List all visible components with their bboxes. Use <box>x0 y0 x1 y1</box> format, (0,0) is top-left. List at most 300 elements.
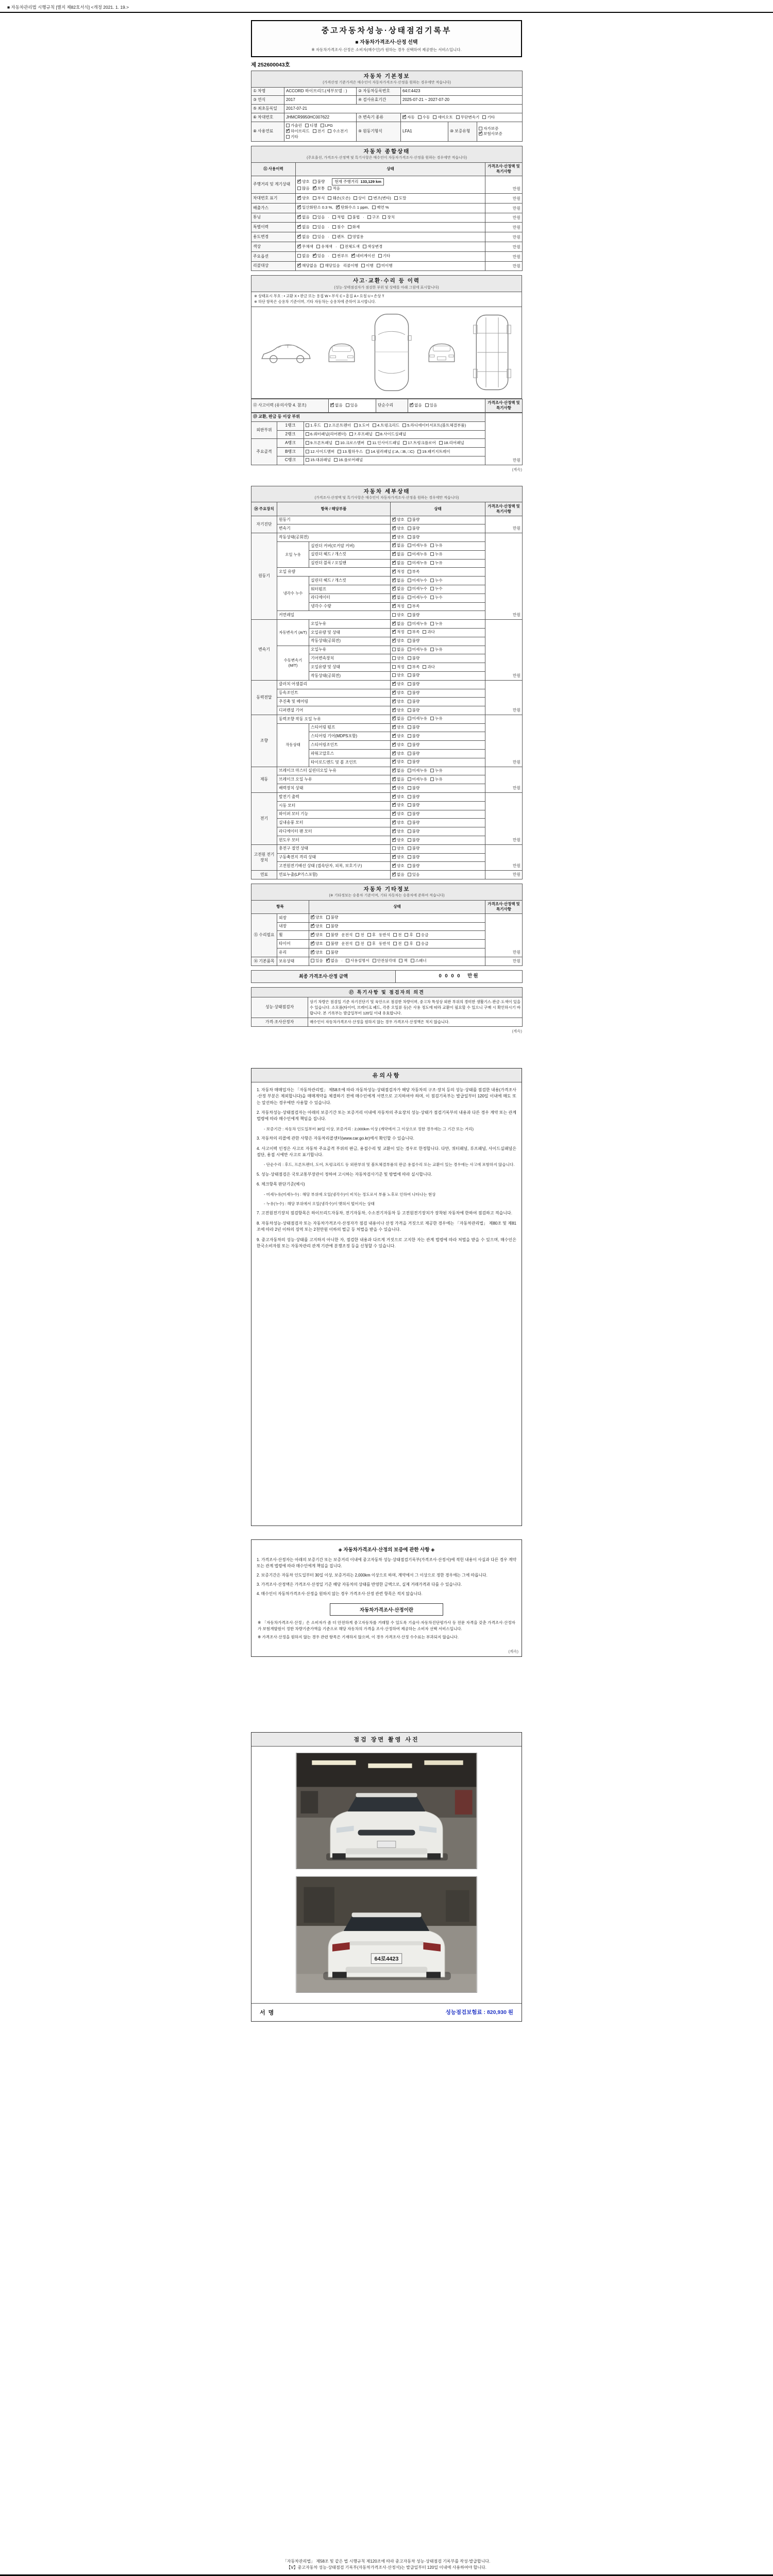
checkbox-unchecked <box>297 187 301 190</box>
checkbox-checked <box>392 786 396 790</box>
checkbox-option: 있음 <box>408 872 420 877</box>
footer-line-2: 【Ⅴ】중고자동차 성능·상태점검 기록부(자동차가격조사·산정서)는 발급일부터 120일 이내에 사용하여야 합니다. <box>287 2565 486 2570</box>
inspection-insurance-fee: 성능점검보험료 : 820,930 원 <box>445 2009 513 2016</box>
status-cell <box>391 533 485 542</box>
rank-items <box>304 456 485 465</box>
item-label: 실린더 블록 / 오일팬 <box>309 559 391 568</box>
detail-row <box>251 568 523 577</box>
exchange-price-cell: 만원 <box>485 413 523 465</box>
checkbox-checked <box>392 527 396 530</box>
rank-label: 2랭크 <box>277 430 304 439</box>
checkbox-option: 불량 <box>408 838 420 843</box>
checkbox-checked <box>297 215 301 219</box>
item-label: 작동상태(공회전) <box>277 533 391 542</box>
checkbox-option: 사용설명서 <box>346 958 369 963</box>
accident-price-header: 가격조사·산정액 및 특기사항 <box>485 399 523 412</box>
checkbox-option: 기타 <box>286 134 298 140</box>
checkbox-unchecked <box>430 552 434 556</box>
remarks-header <box>251 987 523 997</box>
option-text: 운전석 <box>341 932 353 937</box>
notice-item: 9. 중고자동차의 성능·상태를 고지하지 아니한 자, 점검한 내용과 다르게 거짓으로 고지한 자는 관계 법령에 따라 처벌을 받을 수 있으며, 매수인은 한국소비자원 또는 자동차관리 관계 기관에 분쟁조정 등을 신청할 수 있습니다. <box>257 1237 516 1248</box>
item-label: 실린더 커버(로커암 커버) <box>309 541 391 550</box>
device-category: 변속기 <box>251 620 277 681</box>
exchange-section-label: ⑬ 교환, 판금 등 이상 부위 <box>251 413 485 421</box>
usage-item-label: 용도변경 <box>251 232 296 242</box>
rank-items <box>304 421 485 430</box>
checkbox-unchecked <box>328 196 331 200</box>
status-options <box>297 215 483 221</box>
checkbox-checked <box>392 682 396 686</box>
checkbox-option: ✓보험사보증 <box>479 131 502 137</box>
item-label: 브레이크 마스터 실린더오일 누유 <box>277 767 391 775</box>
etc-item-label: 휠 <box>277 931 309 940</box>
item-label: 스티어링조인트 <box>309 741 391 750</box>
etc-row <box>251 957 523 965</box>
status-options <box>297 196 483 201</box>
item-label: 냉각수 수량 <box>309 602 391 611</box>
checkbox-checked <box>336 206 340 209</box>
checkbox-option: 누유 <box>430 647 443 652</box>
checkbox-checked <box>326 959 330 962</box>
item-label: 원동기 <box>277 516 391 524</box>
checkbox-option: 누수 <box>430 586 443 591</box>
checkbox-unchecked <box>408 864 411 868</box>
checkbox-checked <box>392 821 396 824</box>
checkbox-option: 기타 <box>378 253 391 259</box>
checkbox-checked <box>402 115 406 119</box>
document-title: 중고자동차성능·상태점검기록부 <box>321 26 452 35</box>
item-label: 스티어링 펌프 <box>309 723 391 732</box>
status-cell <box>296 232 485 242</box>
checkbox-checked <box>313 254 316 258</box>
checkbox-option: 미세누수 <box>408 578 427 583</box>
item-label: 클러치 어셈블리 <box>277 680 391 689</box>
overall-condition-table <box>251 146 523 271</box>
year-label: ③ 연식 <box>251 96 284 105</box>
mileage-label: 현재 주행거리 <box>334 179 359 184</box>
detail-row <box>251 767 523 775</box>
checkbox-option: ✓ 네비게이션 <box>351 253 375 259</box>
checkbox-checked <box>392 587 396 590</box>
option-text: 운전석 <box>341 941 353 946</box>
checkbox-option: 전 <box>393 941 401 946</box>
checkbox-unchecked <box>326 924 330 928</box>
status-cell <box>391 637 485 646</box>
car-side-view-diagram <box>259 339 313 366</box>
checkbox-option: 누유 <box>430 768 443 773</box>
item-label: 동력조향 작동 오일 누유 <box>277 715 391 723</box>
checkbox-unchecked <box>393 933 397 937</box>
item-label: 파워고압호스 <box>309 750 391 758</box>
checkbox-unchecked <box>377 264 380 267</box>
checkbox-unchecked <box>326 951 330 954</box>
status-cell <box>391 602 485 611</box>
status-cell <box>391 550 485 559</box>
checkbox-option: 전체도색 <box>340 244 360 249</box>
simple-repair-label: 단순수리 <box>376 399 408 412</box>
item-label: 구동축전지 격리 상태 <box>277 853 391 862</box>
notice-subitem: - 보증기간 : 자동차 인도일부터 30일 이상, 보증거리 : 2,000km 이상 (계약에서 그 이상으로 정한 경우에는 그 기간 또는 거리) <box>264 1126 474 1131</box>
checkbox-unchecked <box>408 786 411 790</box>
status-cell <box>391 680 485 689</box>
checkbox-checked <box>392 700 396 703</box>
detail-row <box>251 844 523 853</box>
checkbox-option: 15.대쉬패널 <box>306 457 331 463</box>
usage-history-row <box>251 194 523 204</box>
checkbox-option: 불량 <box>408 638 420 643</box>
checkbox-option: ✓ 무채색 <box>297 244 313 249</box>
checkbox-option: ✓ 양호 <box>392 526 405 531</box>
checkbox-option: 2.프론트펜더 <box>324 423 351 428</box>
transmission-label: ⑦ 변속기 종류 <box>357 113 401 122</box>
page-1 <box>251 20 522 472</box>
usage-history-header: ⑪ 사용이력 <box>251 162 296 176</box>
checkbox-unchecked <box>394 196 398 200</box>
checkbox-unchecked <box>392 665 396 669</box>
price-cell: 만원 <box>485 957 523 965</box>
status-cell <box>391 758 485 767</box>
usage-item-label: 튜닝 <box>251 213 296 223</box>
checkbox-unchecked <box>367 933 371 937</box>
checkbox-checked <box>392 725 396 729</box>
usage-item-label: 색상 <box>251 242 296 252</box>
checkbox-unchecked <box>433 115 436 119</box>
status-cell <box>391 559 485 568</box>
footer-line-1: 「자동차관리법」 제58조 및 같은 법 시행규칙 제120조에 따라 중고자동차 성능·상태점검 기록부를 작성·발급합니다. <box>282 2559 491 2564</box>
checkbox-option: 불량 <box>408 794 420 800</box>
checkbox-checked <box>311 933 314 937</box>
appraiser-role-label: 가격·조사산정자 <box>251 1018 308 1026</box>
item-label: 작동상태(공회전) <box>309 671 391 680</box>
car-underbody-diagram <box>470 312 514 393</box>
device-category: 제동 <box>251 767 277 792</box>
vin-value: JHMCR9950HC007622 <box>284 113 357 122</box>
checkbox-option: 누수 <box>430 595 443 600</box>
panel-group-label: 주요골격 <box>251 439 277 465</box>
checkbox-option: LPG <box>321 123 333 128</box>
checkbox-unchecked <box>346 403 349 407</box>
device-category: 전기 <box>251 793 277 845</box>
checkbox-unchecked <box>313 215 316 219</box>
detail-row <box>251 810 523 819</box>
status-cell <box>391 810 485 819</box>
status-cell <box>391 698 485 706</box>
price-cell: 만원 <box>485 516 523 533</box>
checkbox-checked <box>392 734 396 738</box>
checkbox-unchecked <box>306 441 309 445</box>
checkbox-unchecked <box>408 596 411 599</box>
checkbox-unchecked <box>416 942 420 945</box>
checkbox-unchecked <box>399 959 402 962</box>
checkbox-unchecked <box>408 682 411 686</box>
checkbox-option: 양호 <box>392 846 405 851</box>
notice-subitem: - 누유(누수) : 해당 부위에서 오일(냉각수)이 맺혀서 떨어지는 상태 <box>264 1201 375 1206</box>
checkbox-option: ✓ 양호 <box>392 708 405 713</box>
checkbox-option: ✓ 탄화수소 1 ppm, <box>336 205 369 210</box>
checkbox-unchecked <box>408 803 411 807</box>
status-cell <box>391 568 485 577</box>
checkbox-option: 불량 <box>408 673 420 678</box>
final-price-table <box>251 970 523 983</box>
warranty-title: ◈ 자동차가격조사·산정의 보증에 관한 사항 ◈ <box>338 1547 435 1553</box>
checkbox-unchecked <box>340 245 344 248</box>
checkbox-unchecked <box>378 254 382 258</box>
status-cell <box>309 913 485 922</box>
price-cell: 만원 <box>485 251 523 261</box>
item-label: 윈도우 모터 <box>277 836 391 845</box>
checkbox-option: 변조(변타) <box>368 196 391 201</box>
checkbox-option: 부족 <box>408 665 420 670</box>
checkbox-unchecked <box>320 264 324 267</box>
etc-item-header: 항목 <box>251 900 309 913</box>
device-header: ⑭ 주요장치 <box>251 502 277 516</box>
checkbox-unchecked <box>373 423 376 427</box>
checkbox-unchecked <box>408 604 411 608</box>
legend-line-2: ※ 하단 항목은 승용차 기준이며, 기타 자동차는 승용차에 준하여 표시합니다. <box>254 299 376 304</box>
legend-line-1: ※ 상태표시 부호 : • 교환 X • 판금 또는 용접 W • 부식 C • 흠집 A • 요철 U • 손상 T <box>254 294 384 299</box>
continue-mark-1: (계속) <box>512 467 522 472</box>
checkbox-unchecked <box>367 215 371 219</box>
usage-history-row <box>251 242 523 252</box>
accident-note: (성능·상태점검자가 점검한 부위 및 상태를 아래 그림에 표시합니다) <box>334 285 439 290</box>
checkbox-option: 후 <box>405 933 413 938</box>
checkbox-option: ✓ 양호 <box>392 829 405 834</box>
status-cell <box>296 213 485 223</box>
checkbox-unchecked <box>416 933 420 937</box>
rank-label: B랭크 <box>277 448 304 456</box>
status-cell <box>296 223 485 232</box>
price-cell: 만원 <box>485 871 523 879</box>
status-cell <box>391 784 485 793</box>
checkbox-option: ✓ 적정 <box>392 569 405 574</box>
status-cell <box>391 836 485 845</box>
checkbox-option: 5.라디에이터서포트(볼트체결부품) <box>402 423 466 428</box>
checkbox-unchecked <box>456 115 460 119</box>
checkbox-unchecked <box>408 769 411 772</box>
remarks-title: ⑰ 특기사항 및 점검자의 의견 <box>349 989 425 995</box>
status-options <box>297 225 483 230</box>
checkbox-unchecked <box>439 441 443 445</box>
mileage-box <box>332 178 384 185</box>
status-cell <box>309 957 485 965</box>
checkbox-unchecked <box>361 264 365 267</box>
checkbox-option: 불량 <box>408 751 420 756</box>
status-cell <box>391 611 485 620</box>
option-text: 동반석 <box>379 941 391 946</box>
checkbox-checked <box>311 951 314 954</box>
etc-group-label: ⑯ 기본품목 <box>251 957 277 965</box>
price-cell: 만원 <box>485 232 523 242</box>
price-cell: 만원 <box>485 261 523 271</box>
checkbox-option: 유채색 <box>316 244 332 249</box>
option-text: · <box>328 215 329 220</box>
checkbox-option: 후 <box>367 941 376 946</box>
detail-section-header <box>251 486 523 502</box>
rank-items <box>304 439 485 448</box>
checkbox-option: 누유 <box>430 716 443 721</box>
checkbox-unchecked <box>321 124 324 127</box>
checkbox-unchecked <box>346 959 349 962</box>
continue-mark-3: (계속) <box>508 1649 518 1654</box>
detail-status-header: 상태 <box>391 502 485 516</box>
device-category: 연료 <box>251 871 277 879</box>
checkbox-option: ✓ 양호 <box>311 933 323 938</box>
checkbox-option: 미세누유 <box>408 621 427 626</box>
warranty-type-label: ⑩ 보증유형 <box>448 122 477 141</box>
checkbox-checked <box>392 873 396 876</box>
checkbox-option: ✓ 양호 <box>311 924 323 929</box>
detail-row <box>251 533 523 542</box>
etc-item-label: 유리 <box>277 948 309 957</box>
checkbox-unchecked <box>425 403 429 407</box>
checkbox-option: 불량 <box>408 829 420 834</box>
checkbox-option: 훼손(오손) <box>328 196 350 201</box>
checkbox-option: 미세누수 <box>408 595 427 600</box>
checkbox-option: 불량 <box>326 933 339 938</box>
checkbox-unchecked <box>408 725 411 729</box>
checkbox-unchecked <box>405 933 408 937</box>
inspector-opinion-text: 상기 차량은 점검일 기준 자기진단기 및 육안으로 점검한 차량이며, 중고차 특성상 외판 부위의 경미한 생활기스·판금·도색이 있을 수 있습니다. 소모품(타이어, 브레이크 패드, 각종 오일류 등)은 사용 정도에 따라 교환이 필요할 수 있으니 구매 시 확인하시기 바랍니다. 본 기록부는 발급일부터 120일 이내 유효합니다. <box>308 997 523 1018</box>
checkbox-unchecked <box>430 769 434 772</box>
checkbox-option: 미세누유 <box>408 716 427 721</box>
checkbox-unchecked <box>408 630 411 634</box>
checkbox-checked <box>392 760 396 764</box>
checkbox-unchecked <box>423 665 426 669</box>
item-label: 실린더 헤드 / 개스킷 <box>309 577 391 585</box>
price-cell: 만원 <box>485 223 523 232</box>
etc-note: (※ 기타정보는 승용차 기준이며, 기타 자동차는 승용차에 준하여 적습니다) <box>329 894 445 898</box>
checkbox-option: 침수 <box>332 225 345 230</box>
checkbox-option: 불량 <box>326 915 339 920</box>
etc-row <box>251 922 523 931</box>
engine-type-label: ⑨ 원동기형식 <box>357 122 401 141</box>
price-cell: 만원 <box>485 913 523 957</box>
checkbox-option: 미세누수 <box>408 586 427 591</box>
detail-row <box>251 775 523 784</box>
transmission-options <box>401 113 523 122</box>
checkbox-unchecked <box>332 215 336 219</box>
checkbox-unchecked <box>423 630 426 634</box>
price-cell: 만원 <box>485 533 523 620</box>
device-category: 자기진단 <box>251 516 277 533</box>
checkbox-option: ✓ 없음 <box>392 621 405 626</box>
price-cell: 만원 <box>485 194 523 204</box>
checkbox-unchecked <box>313 129 316 133</box>
first-reg-label: ⑤ 최초등록일 <box>251 105 284 113</box>
inspector-role-label: 성능·상태점검자 <box>251 997 308 1018</box>
checkbox-checked <box>392 777 396 781</box>
option-text: · <box>328 253 329 259</box>
checkbox-option: 불량 <box>408 526 420 531</box>
accident-history-table <box>251 399 523 413</box>
checkbox-option: 1.후드 <box>306 423 321 428</box>
checkbox-checked <box>392 838 396 842</box>
warranty-item: 2. 보증기간은 자동차 인도일부터 30일 이상, 보증거리는 2,000km 이상으로 하며, 계약에서 그 이상으로 정한 경우에는 그에 따릅니다. <box>257 1573 488 1578</box>
checkbox-option: 불량 <box>408 699 420 704</box>
checkbox-option: 영업용 <box>348 234 364 240</box>
status-cell <box>391 853 485 862</box>
checkbox-unchecked <box>392 673 396 677</box>
warranty-body <box>251 1540 522 1647</box>
item-label: 발전기 출력 <box>277 793 391 802</box>
checkbox-unchecked <box>430 622 434 625</box>
checkbox-option: 불량 <box>408 535 420 540</box>
checkbox-option: 누수 <box>430 578 443 583</box>
checkbox-checked <box>311 942 314 945</box>
status-cell <box>391 862 485 871</box>
checkbox-option: 도말 <box>394 196 407 201</box>
usage-history-row <box>251 203 523 213</box>
checkbox-checked <box>392 544 396 547</box>
checkbox-option: 14.필러패널 (□A, □B, □C) <box>366 449 414 454</box>
checkbox-option: ✓ 없음 <box>392 561 405 566</box>
status-cell <box>309 940 485 948</box>
warranty-item: 1. 가격조사·산정자는 아래의 보증기간 또는 보증거리 이내에 중고자동차 성능·상태점검기록부(가격조사·산정서)에 적힌 내용이 사실과 다른 경우 계약 또는 관계 법령에 따라 매수인에게 책임을 집니다. <box>257 1557 516 1568</box>
checkbox-option: ✓ 있음 <box>313 253 325 259</box>
checkbox-unchecked <box>306 450 309 453</box>
status-cell <box>296 251 485 261</box>
checkbox-option: 부족 <box>408 630 420 635</box>
detail-row <box>251 715 523 723</box>
page-footer <box>0 2558 773 2571</box>
checkbox-unchecked <box>367 942 371 945</box>
checkbox-option: 무단변속기 <box>456 115 480 120</box>
status-cell <box>391 819 485 827</box>
checkbox-option: ✓ 양호 <box>297 196 310 201</box>
usage-history-row <box>251 251 523 261</box>
checkbox-option: ✓ 일산화탄소 0.3 %, <box>297 205 333 210</box>
checkbox-option: ✓ 양호 <box>392 682 405 687</box>
notice-item: 3. 자동차의 리콜에 관한 사항은 자동차리콜센터(www.car.go.kr)에서 확인할 수 있습니다. <box>257 1136 414 1141</box>
checkbox-option: 적법 <box>332 215 345 220</box>
checkbox-unchecked <box>408 535 411 539</box>
panel-rank-row <box>251 430 523 439</box>
checkbox-unchecked <box>316 245 320 248</box>
usage-item-label: 배출가스 <box>251 203 296 213</box>
detail-row <box>251 801 523 810</box>
basic-info-table <box>251 71 523 142</box>
checkbox-option: 미세누유 <box>408 543 427 548</box>
checkbox-option: 있음 <box>311 958 323 963</box>
item-label: 오일 유량 <box>277 568 391 577</box>
detail-row <box>251 784 523 793</box>
checkbox-option: 불량 <box>408 725 420 730</box>
checkbox-checked <box>392 552 396 556</box>
checkbox-unchecked <box>354 196 357 200</box>
status-header: 상태 <box>296 162 485 176</box>
checkbox-option: 색상변경 <box>363 244 382 249</box>
checkbox-option: 불량 <box>326 950 339 955</box>
notices-title: 유의사항 <box>251 1069 522 1082</box>
checkbox-option: 있음 <box>313 215 325 220</box>
checkbox-option: ✓ 없음 <box>297 225 310 230</box>
checkbox-option: 불량 <box>408 820 420 825</box>
price-cell: 만원 <box>485 213 523 223</box>
checkbox-checked <box>479 132 482 135</box>
checkbox-unchecked <box>430 648 434 651</box>
checkbox-option: ✓ 양호 <box>392 855 405 860</box>
rank-label: 1랭크 <box>277 421 304 430</box>
checkbox-unchecked <box>306 423 309 427</box>
item-label: 충전구 절연 상태 <box>277 844 391 853</box>
appraiser-opinion-text: 매수인이 자동차가격조사·산정을 원하지 않는 경우 가격조사·산정액은 적지 않습니다. <box>308 1018 523 1026</box>
car-name-label: ① 차명 <box>251 87 284 96</box>
status-cell <box>391 732 485 741</box>
status-cell <box>391 750 485 758</box>
checkbox-checked <box>351 254 355 258</box>
checkbox-option: 불량 <box>408 803 420 808</box>
etc-item-label: 외장 <box>277 913 309 922</box>
